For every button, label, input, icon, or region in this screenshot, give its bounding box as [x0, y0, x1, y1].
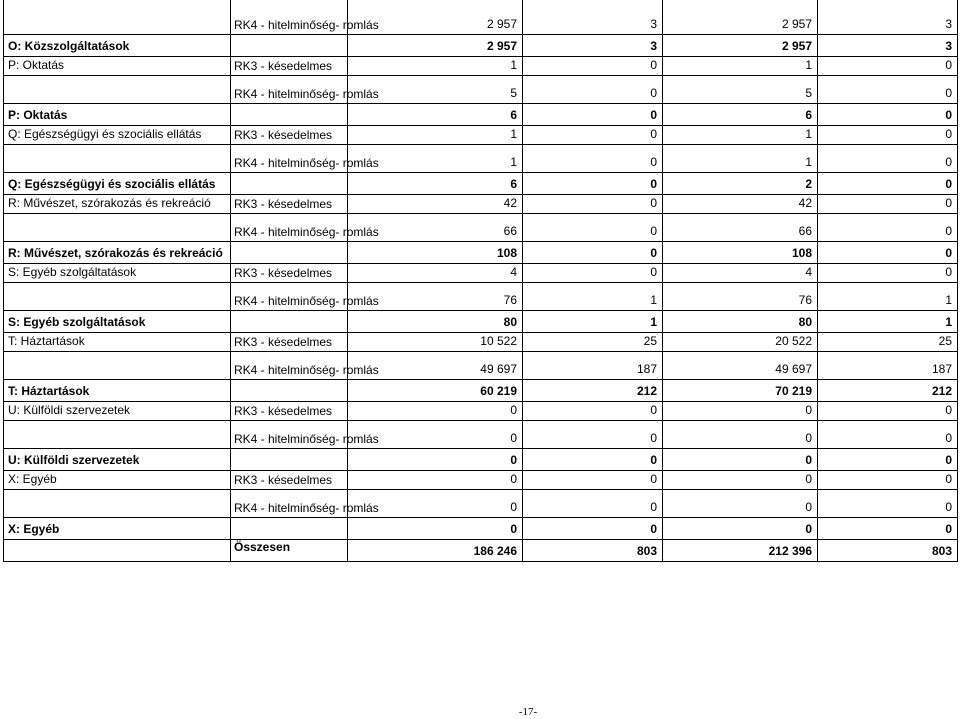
value-col-1: 0 — [348, 517, 523, 539]
row-category — [231, 172, 348, 194]
value-col-1: 49 697 — [348, 351, 523, 379]
subtotal-row — [4, 34, 958, 56]
table-row — [4, 56, 958, 75]
value-col-3: 1 — [663, 144, 818, 172]
value-col-1: 42 — [348, 194, 523, 213]
value-col-2: 1 — [523, 310, 663, 332]
value-col-4: 0 — [818, 125, 958, 144]
value-col-4: 0 — [818, 144, 958, 172]
value-col-2: 212 — [523, 379, 663, 401]
subtotal-row — [4, 517, 958, 539]
row-category: RK3 - késedelmes — [231, 263, 348, 282]
total-value-col-2: 803 — [523, 539, 663, 561]
row-category: RK3 - késedelmes — [231, 470, 348, 489]
table-row — [4, 144, 958, 172]
row-label — [4, 420, 231, 448]
value-col-1: 60 219 — [348, 379, 523, 401]
row-category: RK3 - késedelmes — [231, 332, 348, 351]
value-col-4: 0 — [818, 103, 958, 125]
value-col-1: 4 — [348, 263, 523, 282]
value-col-4: 0 — [818, 420, 958, 448]
value-col-1: 5 — [348, 75, 523, 103]
row-category: RK4 - hitelminőség- romlás — [231, 351, 348, 379]
value-col-4: 0 — [818, 263, 958, 282]
value-col-3: 49 697 — [663, 351, 818, 379]
total-label: Összesen — [231, 539, 348, 561]
value-col-3: 5 — [663, 75, 818, 103]
value-col-1: 10 522 — [348, 332, 523, 351]
value-col-2: 0 — [523, 241, 663, 263]
row-label — [4, 144, 231, 172]
subtotal-row — [4, 379, 958, 401]
data-table — [3, 0, 958, 562]
subtotal-row — [4, 241, 958, 263]
total-value-col-4: 803 — [818, 539, 958, 561]
value-col-2: 0 — [523, 401, 663, 420]
row-label — [4, 539, 231, 561]
value-col-2: 25 — [523, 332, 663, 351]
value-col-3: 2 957 — [663, 34, 818, 56]
row-label: X: Egyéb — [4, 517, 231, 539]
value-col-1: 0 — [348, 470, 523, 489]
row-label: S: Egyéb szolgáltatások — [4, 263, 231, 282]
row-label: T: Háztartások — [4, 379, 231, 401]
value-col-3: 1 — [663, 125, 818, 144]
value-col-1: 80 — [348, 310, 523, 332]
value-col-3: 76 — [663, 282, 818, 310]
row-category: RK4 - hitelminőség- romlás — [231, 420, 348, 448]
value-col-3: 20 522 — [663, 332, 818, 351]
table-row — [4, 332, 958, 351]
row-category — [231, 448, 348, 470]
table-row — [4, 194, 958, 213]
value-col-2: 0 — [523, 489, 663, 517]
row-label — [4, 213, 231, 241]
table-row — [4, 263, 958, 282]
row-category — [231, 310, 348, 332]
total-value-col-3: 212 396 — [663, 539, 818, 561]
row-category — [231, 103, 348, 125]
subtotal-row — [4, 448, 958, 470]
value-col-4: 1 — [818, 282, 958, 310]
row-label — [4, 489, 231, 517]
value-col-3: 42 — [663, 194, 818, 213]
subtotal-row — [4, 172, 958, 194]
value-col-4: 0 — [818, 489, 958, 517]
value-col-2: 0 — [523, 517, 663, 539]
value-col-2: 0 — [523, 194, 663, 213]
row-label — [4, 351, 231, 379]
row-category: RK4 - hitelminőség- romlás — [231, 75, 348, 103]
value-col-4: 0 — [818, 470, 958, 489]
table-row — [4, 351, 958, 379]
value-col-3: 0 — [663, 517, 818, 539]
table-row — [4, 125, 958, 144]
value-col-2: 0 — [523, 144, 663, 172]
value-col-1: 0 — [348, 401, 523, 420]
value-col-3: 6 — [663, 103, 818, 125]
value-col-4: 25 — [818, 332, 958, 351]
row-category — [231, 379, 348, 401]
row-category: RK3 - késedelmes — [231, 125, 348, 144]
value-col-2: 0 — [523, 263, 663, 282]
row-label — [4, 282, 231, 310]
value-col-3: 0 — [663, 420, 818, 448]
page-number: -17- — [518, 706, 538, 718]
value-col-2: 187 — [523, 351, 663, 379]
value-col-4: 0 — [818, 241, 958, 263]
row-category: RK3 - késedelmes — [231, 56, 348, 75]
row-label: U: Külföldi szervezetek — [4, 401, 231, 420]
value-col-2: 0 — [523, 470, 663, 489]
value-col-2: 0 — [523, 125, 663, 144]
table-row — [4, 282, 958, 310]
value-col-4: 0 — [818, 448, 958, 470]
row-label — [4, 0, 231, 34]
value-col-4: 0 — [818, 213, 958, 241]
value-col-2: 0 — [523, 75, 663, 103]
value-col-1: 66 — [348, 213, 523, 241]
table-row — [4, 0, 958, 34]
table-row — [4, 489, 958, 517]
value-col-3: 66 — [663, 213, 818, 241]
value-col-1: 76 — [348, 282, 523, 310]
value-col-4: 3 — [818, 0, 958, 34]
value-col-1: 0 — [348, 489, 523, 517]
value-col-3: 2 — [663, 172, 818, 194]
value-col-4: 0 — [818, 517, 958, 539]
value-col-4: 0 — [818, 172, 958, 194]
table-row — [4, 213, 958, 241]
value-col-2: 0 — [523, 103, 663, 125]
value-col-4: 0 — [818, 75, 958, 103]
value-col-1: 2 957 — [348, 34, 523, 56]
value-col-2: 0 — [523, 420, 663, 448]
value-col-1: 6 — [348, 172, 523, 194]
value-col-1: 0 — [348, 420, 523, 448]
value-col-1: 2 957 — [348, 0, 523, 34]
row-label: T: Háztartások — [4, 332, 231, 351]
row-label: X: Egyéb — [4, 470, 231, 489]
value-col-3: 0 — [663, 470, 818, 489]
row-category: RK4 - hitelminőség- romlás — [231, 282, 348, 310]
subtotal-row — [4, 103, 958, 125]
table-row — [4, 401, 958, 420]
row-category — [231, 241, 348, 263]
value-col-4: 3 — [818, 34, 958, 56]
value-col-2: 0 — [523, 213, 663, 241]
row-label: O: Közszolgáltatások — [4, 34, 231, 56]
value-col-4: 1 — [818, 310, 958, 332]
value-col-1: 1 — [348, 125, 523, 144]
row-category: RK3 - késedelmes — [231, 401, 348, 420]
total-row — [4, 539, 958, 561]
row-category: RK4 - hitelminőség- romlás — [231, 489, 348, 517]
row-category: RK4 - hitelminőség- romlás — [231, 213, 348, 241]
table-row — [4, 470, 958, 489]
value-col-4: 187 — [818, 351, 958, 379]
row-label: R: Művészet, szórakozás és rekreáció — [4, 194, 231, 213]
row-category: RK4 - hitelminőség- romlás — [231, 0, 348, 34]
value-col-4: 0 — [818, 56, 958, 75]
value-col-3: 2 957 — [663, 0, 818, 34]
value-col-3: 1 — [663, 56, 818, 75]
subtotal-row — [4, 310, 958, 332]
table-row — [4, 75, 958, 103]
value-col-4: 212 — [818, 379, 958, 401]
value-col-1: 1 — [348, 56, 523, 75]
row-category — [231, 517, 348, 539]
row-label: R: Művészet, szórakozás és rekreáció — [4, 241, 231, 263]
table-row — [4, 420, 958, 448]
value-col-2: 0 — [523, 56, 663, 75]
row-category: RK3 - késedelmes — [231, 194, 348, 213]
value-col-4: 0 — [818, 401, 958, 420]
total-value-col-1: 186 246 — [348, 539, 523, 561]
value-col-3: 0 — [663, 489, 818, 517]
value-col-3: 70 219 — [663, 379, 818, 401]
row-label: P: Oktatás — [4, 103, 231, 125]
value-col-3: 0 — [663, 448, 818, 470]
row-category — [231, 34, 348, 56]
value-col-2: 3 — [523, 0, 663, 34]
value-col-1: 6 — [348, 103, 523, 125]
row-category: RK4 - hitelminőség- romlás — [231, 144, 348, 172]
value-col-1: 108 — [348, 241, 523, 263]
value-col-1: 1 — [348, 144, 523, 172]
row-label: Q: Egészségügyi és szociális ellátás — [4, 172, 231, 194]
value-col-1: 0 — [348, 448, 523, 470]
value-col-2: 1 — [523, 282, 663, 310]
value-col-3: 80 — [663, 310, 818, 332]
value-col-4: 0 — [818, 194, 958, 213]
value-col-2: 0 — [523, 448, 663, 470]
value-col-2: 3 — [523, 34, 663, 56]
row-label: Q: Egészségügyi és szociális ellátás — [4, 125, 231, 144]
row-label — [4, 75, 231, 103]
value-col-2: 0 — [523, 172, 663, 194]
value-col-3: 0 — [663, 401, 818, 420]
value-col-3: 108 — [663, 241, 818, 263]
row-label: P: Oktatás — [4, 56, 231, 75]
row-label: U: Külföldi szervezetek — [4, 448, 231, 470]
value-col-3: 4 — [663, 263, 818, 282]
row-label: S: Egyéb szolgáltatások — [4, 310, 231, 332]
